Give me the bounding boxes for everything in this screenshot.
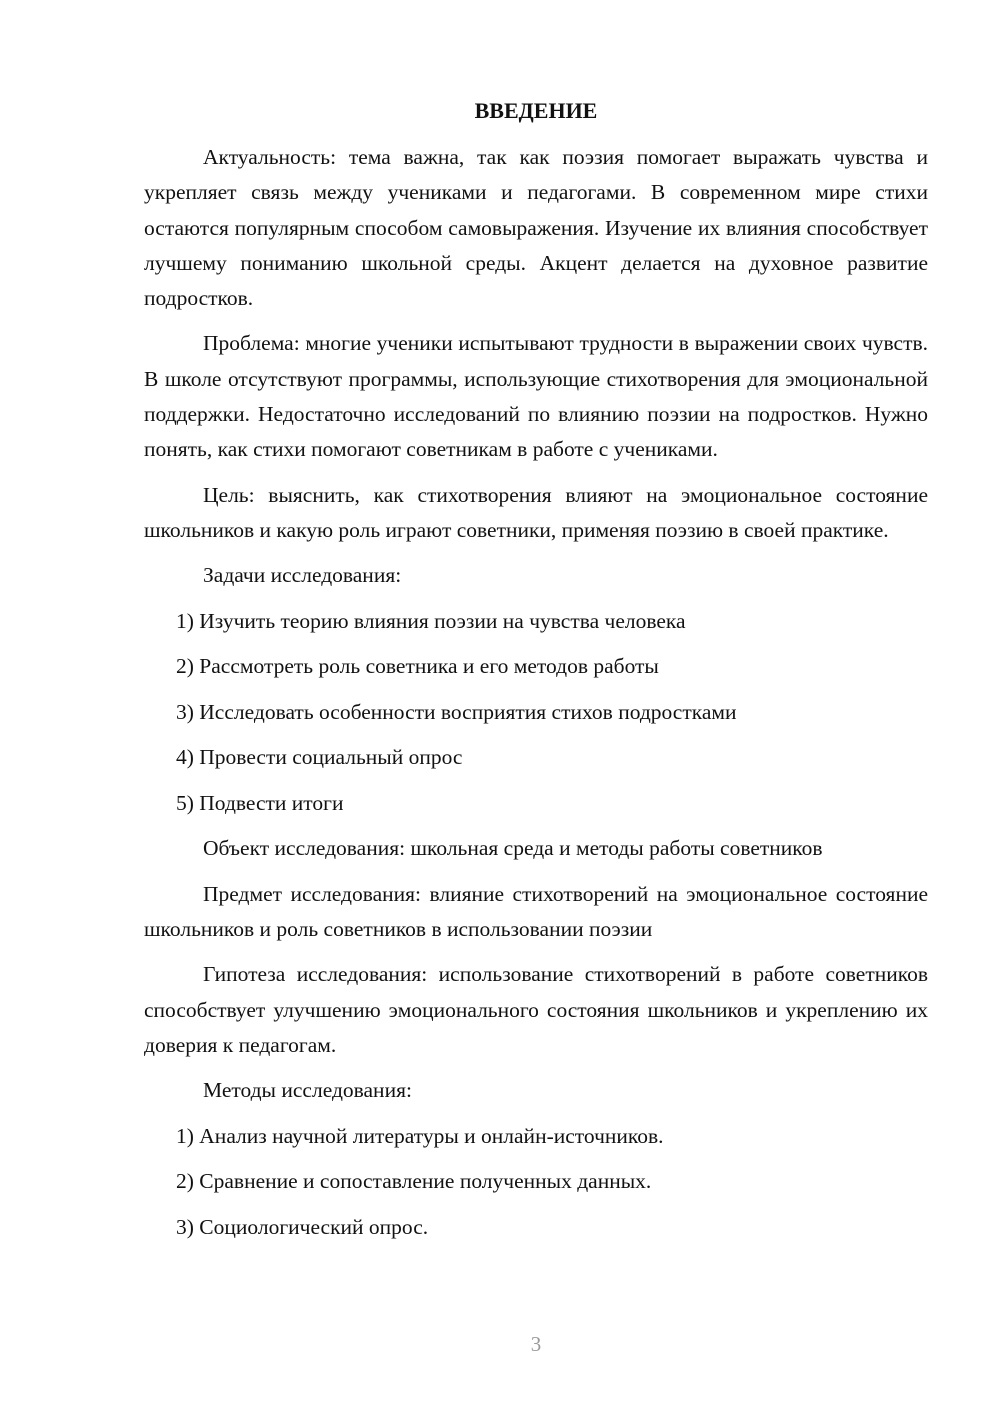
task-list-item: 5) Подвести итоги (176, 790, 344, 815)
methods-heading: Методы исследования: (203, 1078, 412, 1103)
task-list-item: 4) Провести социальный опрос (176, 745, 463, 770)
page-number: 3 (530, 1332, 542, 1356)
hypothesis-paragraph: Гипотеза исследования: использование стихотворений в работе советников способствует улучшению эмоционального состояния школьников и укреплению их доверия к педагогам. (144, 962, 928, 1057)
method-list-item: 1) Анализ научной литературы и онлайн-источников. (176, 1123, 664, 1148)
problem-paragraph: Проблема: многие ученики испытывают трудности в выражении своих чувств. В школе отсутствуют программы, использующие стихотворения для эмоциональной поддержки. Недостаточно исследований по влиянию поэзии на подростков. Нужно понять, как стихи помогают советникам в работе с учениками. (144, 331, 928, 462)
task-list-item: 3) Исследовать особенности восприятия стихов подростками (176, 699, 737, 724)
subject-paragraph: Предмет исследования: влияние стихотворений на эмоциональное состояние школьников и роль советников в использовании поэзии (144, 881, 928, 941)
method-list-item: 3) Социологический опрос. (176, 1214, 429, 1239)
relevance-paragraph: Актуальность: тема важна, так как поэзия помогает выражать чувства и укрепляет связь между учениками и педагогами. В современном мире стихи остаются популярным способом самовыражения. Изучение их влияния способствует лучшему пониманию школьной среды. Акцент делается на духовное развитие подростков. (144, 145, 928, 311)
tasks-heading: Задачи исследования: (203, 563, 402, 588)
task-list-item: 2) Рассмотреть роль советника и его методов работы (176, 654, 659, 679)
page-title: ВВЕДЕНИЕ (474, 98, 598, 123)
document-page (144, 96, 928, 1255)
task-list-item: 1) Изучить теорию влияния поэзии на чувства человека (176, 608, 686, 633)
goal-paragraph: Цель: выяснить, как стихотворения влияют на эмоциональное состояние школьников и какую роль играют советники, применяя поэзию в своей практике. (144, 482, 928, 542)
method-list-item: 2) Сравнение и сопоставление полученных данных. (176, 1169, 652, 1194)
object-line: Объект исследования: школьная среда и методы работы советников (203, 836, 823, 861)
